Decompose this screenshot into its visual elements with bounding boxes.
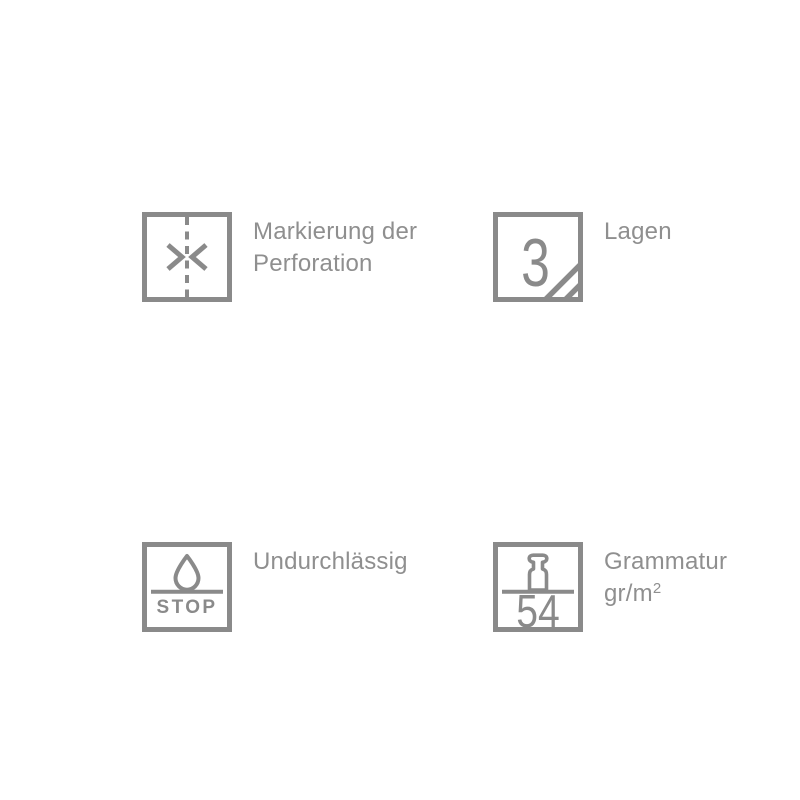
feature-label-impermeable bbox=[253, 546, 408, 578]
label-line-2: Perforation bbox=[253, 250, 373, 277]
chevron-left-icon bbox=[192, 245, 206, 269]
chevron-right-icon bbox=[168, 245, 182, 269]
grammage-value: 54 bbox=[516, 586, 560, 632]
waterproof-stop-icon bbox=[142, 542, 232, 632]
feature-grammage bbox=[493, 542, 727, 632]
feature-perforation bbox=[142, 212, 417, 302]
weight-icon bbox=[493, 542, 583, 632]
ply-count-value: 3 bbox=[521, 224, 550, 301]
feature-label-grammage bbox=[604, 546, 727, 613]
label-line-1: Grammatur bbox=[604, 548, 728, 575]
unit-superscript: 2 bbox=[652, 580, 662, 597]
water-drop-icon bbox=[176, 556, 199, 590]
unit-base: gr/m bbox=[604, 580, 653, 607]
label-line-1: Lagen bbox=[604, 218, 672, 245]
layers-icon bbox=[493, 212, 583, 302]
feature-label-plies bbox=[604, 216, 672, 248]
perforation-marking-icon bbox=[142, 212, 232, 302]
label-line-1: Markierung der bbox=[253, 218, 418, 245]
feature-label-perforation bbox=[253, 216, 417, 280]
stop-text: STOP bbox=[156, 597, 218, 618]
feature-impermeable bbox=[142, 542, 408, 632]
label-line-2 bbox=[604, 578, 727, 613]
label-line-1: Undurchlässig bbox=[253, 548, 408, 575]
scale-weight-icon bbox=[529, 555, 547, 590]
icon-border bbox=[145, 215, 230, 300]
feature-plies bbox=[493, 212, 672, 302]
